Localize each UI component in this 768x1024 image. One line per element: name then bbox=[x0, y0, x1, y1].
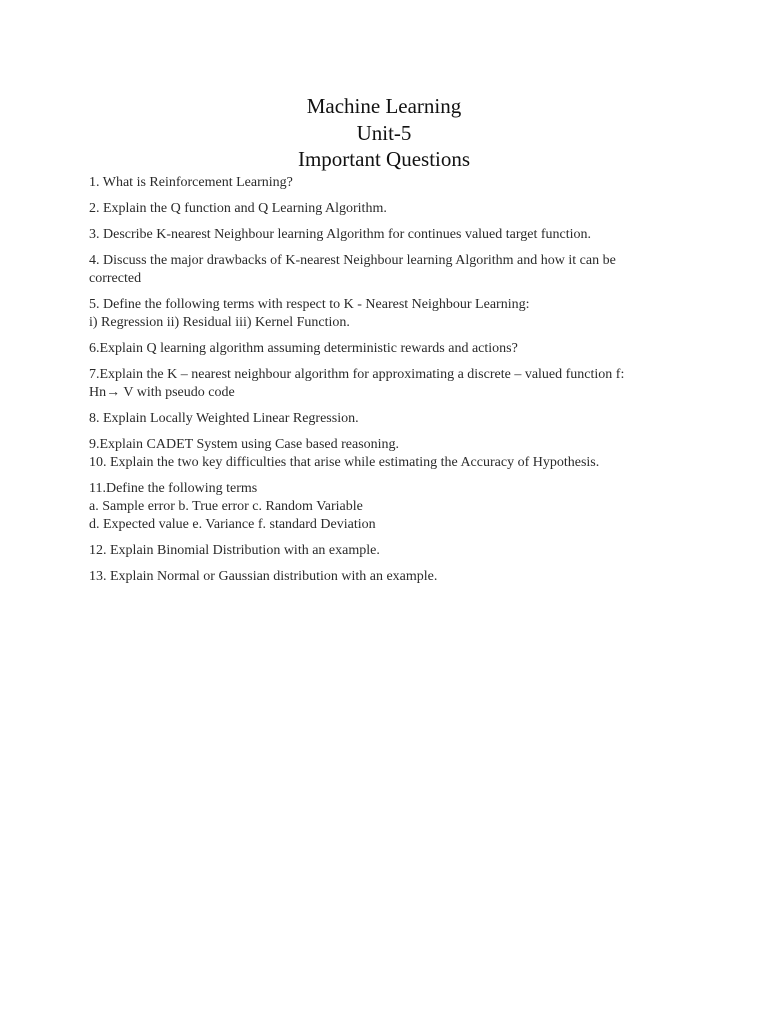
title-subject: Machine Learning bbox=[306, 94, 462, 118]
question-list bbox=[89, 174, 679, 586]
question-text: 13. Explain Normal or Gaussian distribution with an example. bbox=[89, 569, 438, 584]
question-item bbox=[89, 410, 679, 428]
question-text-continued: a. Sample error b. True error c. Random Variable bbox=[89, 499, 363, 514]
question-text: 7.Explain the K – nearest neighbour algorithm for approximating a discrete – valued function f: bbox=[89, 367, 625, 382]
question-item bbox=[89, 568, 679, 586]
question-item bbox=[89, 436, 679, 454]
question-text: 9.Explain CADET System using Case based reasoning. bbox=[89, 437, 400, 452]
question-item bbox=[89, 340, 679, 358]
question-text: 10. Explain the two key difficulties that arise while estimating the Accuracy of Hypothesis. bbox=[89, 455, 600, 470]
question-item bbox=[89, 200, 679, 218]
question-text: 4. Discuss the major drawbacks of K-nearest Neighbour learning Algorithm and how it can be bbox=[89, 253, 616, 268]
question-item bbox=[89, 454, 679, 472]
question-item bbox=[89, 366, 679, 402]
question-text: 6.Explain Q learning algorithm assuming deterministic rewards and actions? bbox=[89, 341, 518, 356]
question-item bbox=[89, 542, 679, 560]
title-heading: Important Questions bbox=[297, 147, 471, 171]
question-text: 1. What is Reinforcement Learning? bbox=[89, 175, 293, 190]
question-text-continued: corrected bbox=[89, 271, 142, 286]
question-text: 3. Describe K-nearest Neighbour learning Algorithm for continues valued target function. bbox=[89, 227, 592, 242]
question-text: 11.Define the following terms bbox=[89, 481, 258, 496]
question-item bbox=[89, 480, 679, 534]
question-text: 8. Explain Locally Weighted Linear Regression. bbox=[89, 411, 359, 426]
question-text: 5. Define the following terms with respect to K - Nearest Neighbour Learning: bbox=[89, 297, 530, 312]
question-text-continued: Hn→ V with pseudo code bbox=[89, 385, 235, 400]
question-item bbox=[89, 296, 679, 332]
title-unit: Unit-5 bbox=[356, 120, 412, 145]
question-item bbox=[89, 252, 679, 288]
question-text: 12. Explain Binomial Distribution with an example. bbox=[89, 543, 380, 558]
question-item bbox=[89, 226, 679, 244]
question-item bbox=[89, 174, 679, 192]
question-text-continued: i) Regression ii) Residual iii) Kernel Function. bbox=[89, 315, 350, 330]
question-text-continued: d. Expected value e. Variance f. standard Deviation bbox=[89, 517, 376, 532]
document-title bbox=[0, 93, 768, 173]
question-text: 2. Explain the Q function and Q Learning Algorithm. bbox=[89, 201, 387, 216]
